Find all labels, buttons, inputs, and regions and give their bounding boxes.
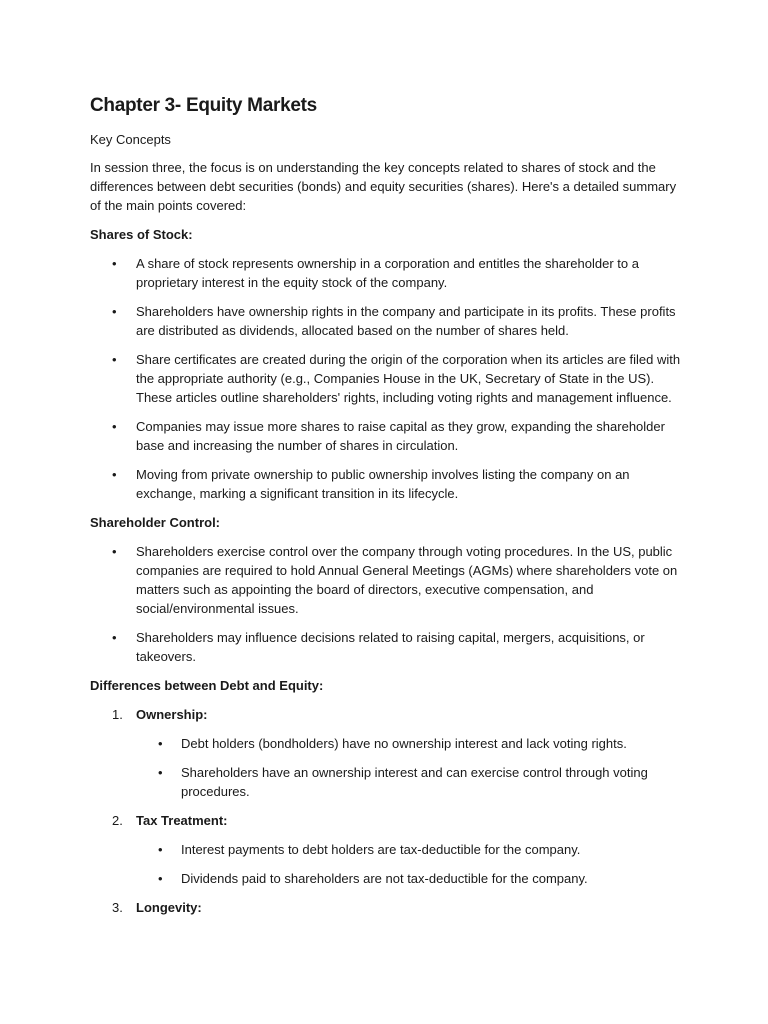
list-item-text: Moving from private ownership to public ownership involves listing the company on an exchange, marking a significant transition in its lifecycle.: [136, 467, 630, 501]
bullet-icon: •: [158, 765, 163, 780]
document-page: [90, 94, 682, 927]
list-item: [90, 542, 682, 618]
bullet-icon: •: [158, 842, 163, 857]
section-heading-shares-of-stock: Shares of Stock:: [90, 227, 193, 242]
list-item: [136, 734, 682, 753]
bullet-icon: •: [158, 736, 163, 751]
bullet-icon: •: [112, 630, 117, 645]
list-item-text: Share certificates are created during the origin of the corporation when its articles are filed with the appropriate authority (e.g., Companies House in the UK, Secretary of State in the US). These articles outline shareholders' rights, including voting rights and management influence.: [136, 352, 681, 405]
item-label: Tax Treatment:: [136, 813, 228, 828]
list-item: [90, 628, 682, 666]
ownership-points: [136, 734, 682, 801]
numbered-item-ownership: [90, 705, 682, 801]
debt-vs-equity-list: [90, 705, 682, 917]
section-heading-debt-vs-equity: Differences between Debt and Equity:: [90, 678, 324, 693]
list-item: [136, 840, 682, 859]
list-item-text: Debt holders (bondholders) have no ownership interest and lack voting rights.: [181, 736, 627, 751]
bullet-icon: •: [112, 256, 117, 271]
item-number: 2.: [112, 813, 123, 828]
bullet-icon: •: [112, 304, 117, 319]
list-item-text: Dividends paid to shareholders are not tax-deductible for the company.: [181, 871, 588, 886]
tax-treatment-points: [136, 840, 682, 888]
list-item: [136, 869, 682, 888]
list-item-text: Shareholders have an ownership interest and can exercise control through voting procedures.: [181, 765, 648, 799]
list-item-text: Companies may issue more shares to raise capital as they grow, expanding the shareholder base and increasing the number of shares in circulation.: [136, 419, 665, 453]
bullet-icon: •: [112, 544, 117, 559]
bullet-icon: •: [158, 871, 163, 886]
list-item: [90, 254, 682, 292]
shares-of-stock-list: [90, 254, 682, 503]
shareholder-control-list: [90, 542, 682, 666]
list-item: [90, 417, 682, 455]
item-label: Ownership:: [136, 707, 208, 722]
list-item: [136, 763, 682, 801]
bullet-icon: •: [112, 467, 117, 482]
item-label: Longevity:: [136, 900, 202, 915]
page-title: Chapter 3- Equity Markets: [90, 95, 317, 116]
bullet-icon: •: [112, 352, 117, 367]
section-heading-shareholder-control: Shareholder Control:: [90, 515, 221, 530]
numbered-item-tax-treatment: [90, 811, 682, 888]
numbered-item-longevity: [90, 898, 682, 917]
item-number: 1.: [112, 707, 123, 722]
list-item-text: Shareholders exercise control over the company through voting procedures. In the US, public companies are required to hold Annual General Meetings (AGMs) where shareholders vote on matters such as appointing the board of directors, executive compensation, and social/environmental issues.: [136, 544, 678, 616]
list-item-text: Interest payments to debt holders are tax-deductible for the company.: [181, 842, 581, 857]
subtitle: Key Concepts: [90, 132, 171, 147]
list-item-text: Shareholders may influence decisions related to raising capital, mergers, acquisitions, or takeovers.: [136, 630, 645, 664]
intro-paragraph: In session three, the focus is on understanding the key concepts related to shares of stock and the differences between debt securities (bonds) and equity securities (shares). Here's a detailed summary of the main points covered:: [90, 160, 677, 213]
item-number: 3.: [112, 900, 123, 915]
list-item: [90, 302, 682, 340]
list-item-text: A share of stock represents ownership in a corporation and entitles the shareholder to a proprietary interest in the equity stock of the company.: [136, 256, 639, 290]
list-item-text: Shareholders have ownership rights in the company and participate in its profits. These profits are distributed as dividends, allocated based on the number of shares held.: [136, 304, 676, 338]
bullet-icon: •: [112, 419, 117, 434]
list-item: [90, 465, 682, 503]
list-item: [90, 350, 682, 407]
